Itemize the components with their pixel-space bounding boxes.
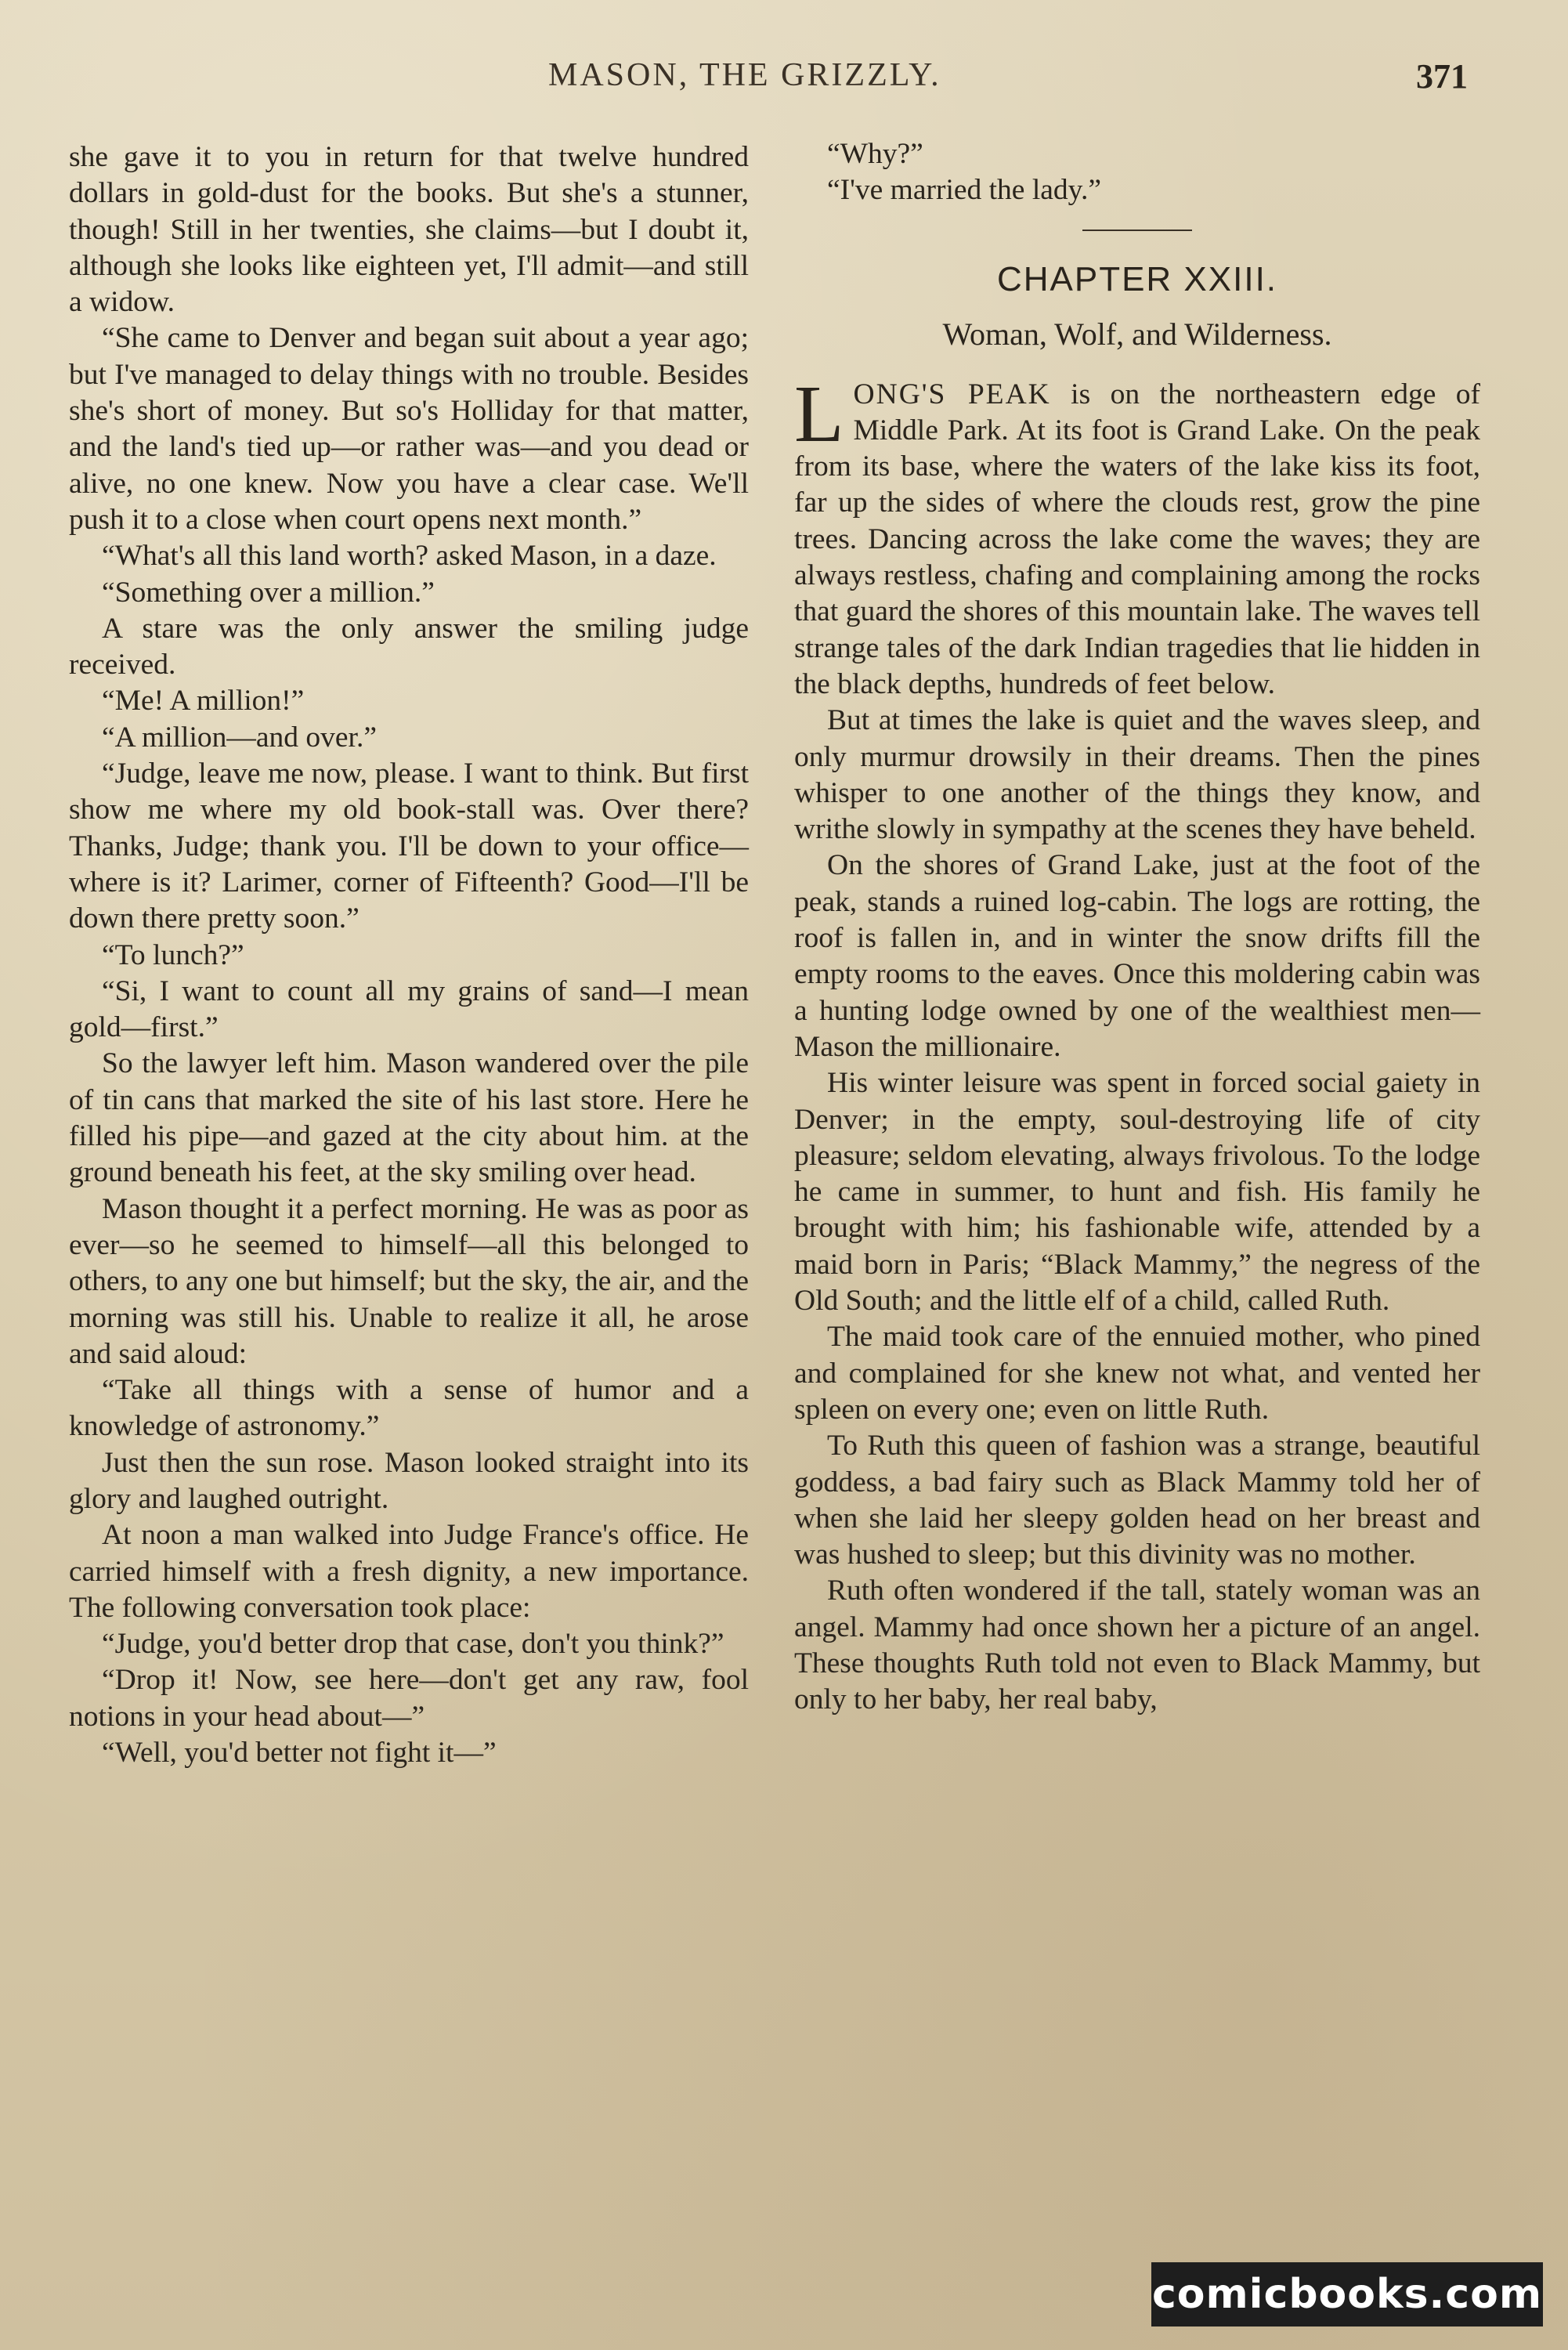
opening-words: ONG'S PEAK xyxy=(853,378,1051,410)
paragraph: “What's all this land worth? asked Mason, in a daze. xyxy=(102,540,717,573)
opening-paragraph-text: is on the northeastern edge of Middle Park. At its foot is Grand Lake. On the peak from its base, where the waters of the lake kiss its foot, far up the sides of where the clouds rest, grow the pine trees. Dancing across the lake come the waves; they are always restless, chafing and complaining among the rocks that guard the shores of this mountain lake. The waves tell strange tales of the dark Indian tragedies that lie hidden in the black depths, hundreds of feet below. xyxy=(794,378,1480,700)
paragraph: A stare was the only answer the smiling judge received. xyxy=(69,612,749,682)
paragraph: “A million—and over.” xyxy=(102,721,377,754)
dialogue-line: “Why?” xyxy=(827,138,923,170)
section-divider xyxy=(1082,230,1192,231)
paragraph: “Si, I want to count all my grains of sand—I mean gold—first.” xyxy=(69,974,749,1044)
paragraph: she gave it to you in return for that twelve hundred dollars in gold-dust for the books. But she's a stunner, though! Still in her twenties, she claims—but I doubt it, although she looks like eighteen yet, I'll admit—and still a widow. xyxy=(69,141,749,319)
chapter-subtitle: Woman, Wolf, and Wilderness. xyxy=(942,316,1332,352)
paragraph: To Ruth this queen of fashion was a strange, beautiful goddess, a bad fairy such as Black Mammy told her of when she laid her sleepy golden head on her breast and was hushed to sleep; but this divinity was no mother. xyxy=(794,1430,1480,1571)
paragraph: “Judge, you'd better drop that case, don't you think?” xyxy=(102,1628,724,1661)
page-number: 371 xyxy=(1416,57,1468,96)
paragraph: “To lunch?” xyxy=(102,938,244,971)
paragraph: “She came to Denver and began suit about a year ago; but I've managed to delay things with no trouble. Besides she's short of money. But so's Holliday for that matter, and the land's tied up—or rather was—and you dead or alive, no one knew. Now you have a clear case. We'll push it to a close when court opens next month.” xyxy=(69,322,749,536)
right-column xyxy=(794,136,1480,1719)
paragraph: “Drop it! Now, see here—don't get any raw, fool notions in your head about—” xyxy=(69,1664,749,1733)
paragraph: On the shores of Grand Lake, just at the foot of the peak, stands a ruined log-cabin. The logs are rotting, the roof is fallen in, and in winter the snow drifts fill the empty rooms to the eaves. Once this moldering cabin was a hunting lodge owned by one of the wealthiest men—Mason the millionaire. xyxy=(794,849,1480,1063)
drop-cap: L xyxy=(794,368,844,459)
chapter-title: CHAPTER XXIII. xyxy=(996,259,1278,298)
paragraph: Mason thought it a perfect morning. He was as poor as ever—so he seemed to himself—all this belonged to others, to any one but himself; but the sky, the air, and the morning was still his. Unable to realize it all, he arose and said aloud: xyxy=(69,1192,749,1370)
paragraph: Ruth often wondered if the tall, stately woman was an angel. Mammy had once shown her a picture of an angel. These thoughts Ruth told not even to Black Mammy, but only to her baby, her real baby, xyxy=(794,1574,1480,1716)
paragraph: At noon a man walked into Judge France's office. He carried himself with a fresh dignity, a new importance. The following conversation took place: xyxy=(69,1519,749,1624)
dialogue-line: “I've married the lady.” xyxy=(827,174,1101,207)
watermark-logo: comicbooks.com xyxy=(1151,2262,1543,2326)
paragraph: “Judge, leave me now, please. I want to think. But first show me where my old book-stall was. Over there? Thanks, Judge; thank you. I'll be down to your office—where is it? Larimer, corner of Fifteenth? Good—I'll be down there pretty soon.” xyxy=(69,757,749,935)
left-column xyxy=(69,139,749,1771)
paragraph: “Me! A million!” xyxy=(102,685,305,718)
paragraph: The maid took care of the ennuied mother, who pined and complained for she knew not what, and vented her spleen on every one; even on little Ruth. xyxy=(794,1321,1480,1426)
paragraph: “Take all things with a sense of humor and a knowledge of astronomy.” xyxy=(69,1374,749,1443)
paragraph: “Something over a million.” xyxy=(102,576,435,609)
paragraph: His winter leisure was spent in forced social gaiety in Denver; in the empty, soul-destroying life of city pleasure; seldom elevating, always frivolous. To the lodge he came in summer, to hunt and fish. His family he brought with him; his fashionable wife, attended by a maid born in Paris; “Black Mammy,” the negress of the Old South; and the little elf of a child, called Ruth. xyxy=(794,1067,1480,1318)
running-head: MASON, THE GRIZZLY. xyxy=(548,57,941,93)
chapter-opening-paragraph xyxy=(794,368,1480,703)
paragraph: “Well, you'd better not fight it—” xyxy=(102,1737,497,1770)
paragraph: But at times the lake is quiet and the waves sleep, and only murmur drowsily in their dreams. Then the pines whisper to one another of the things they know, and writhe slowly in sympathy at the scenes they have beheld. xyxy=(794,704,1480,846)
paragraph: Just then the sun rose. Mason looked straight into its glory and laughed outright. xyxy=(69,1446,749,1515)
paragraph: So the lawyer left him. Mason wandered over the pile of tin cans that marked the site of his last store. Here he filled his pipe—and gazed at the city about him. at the ground beneath his feet, at the sky smiling over head. xyxy=(69,1047,749,1189)
